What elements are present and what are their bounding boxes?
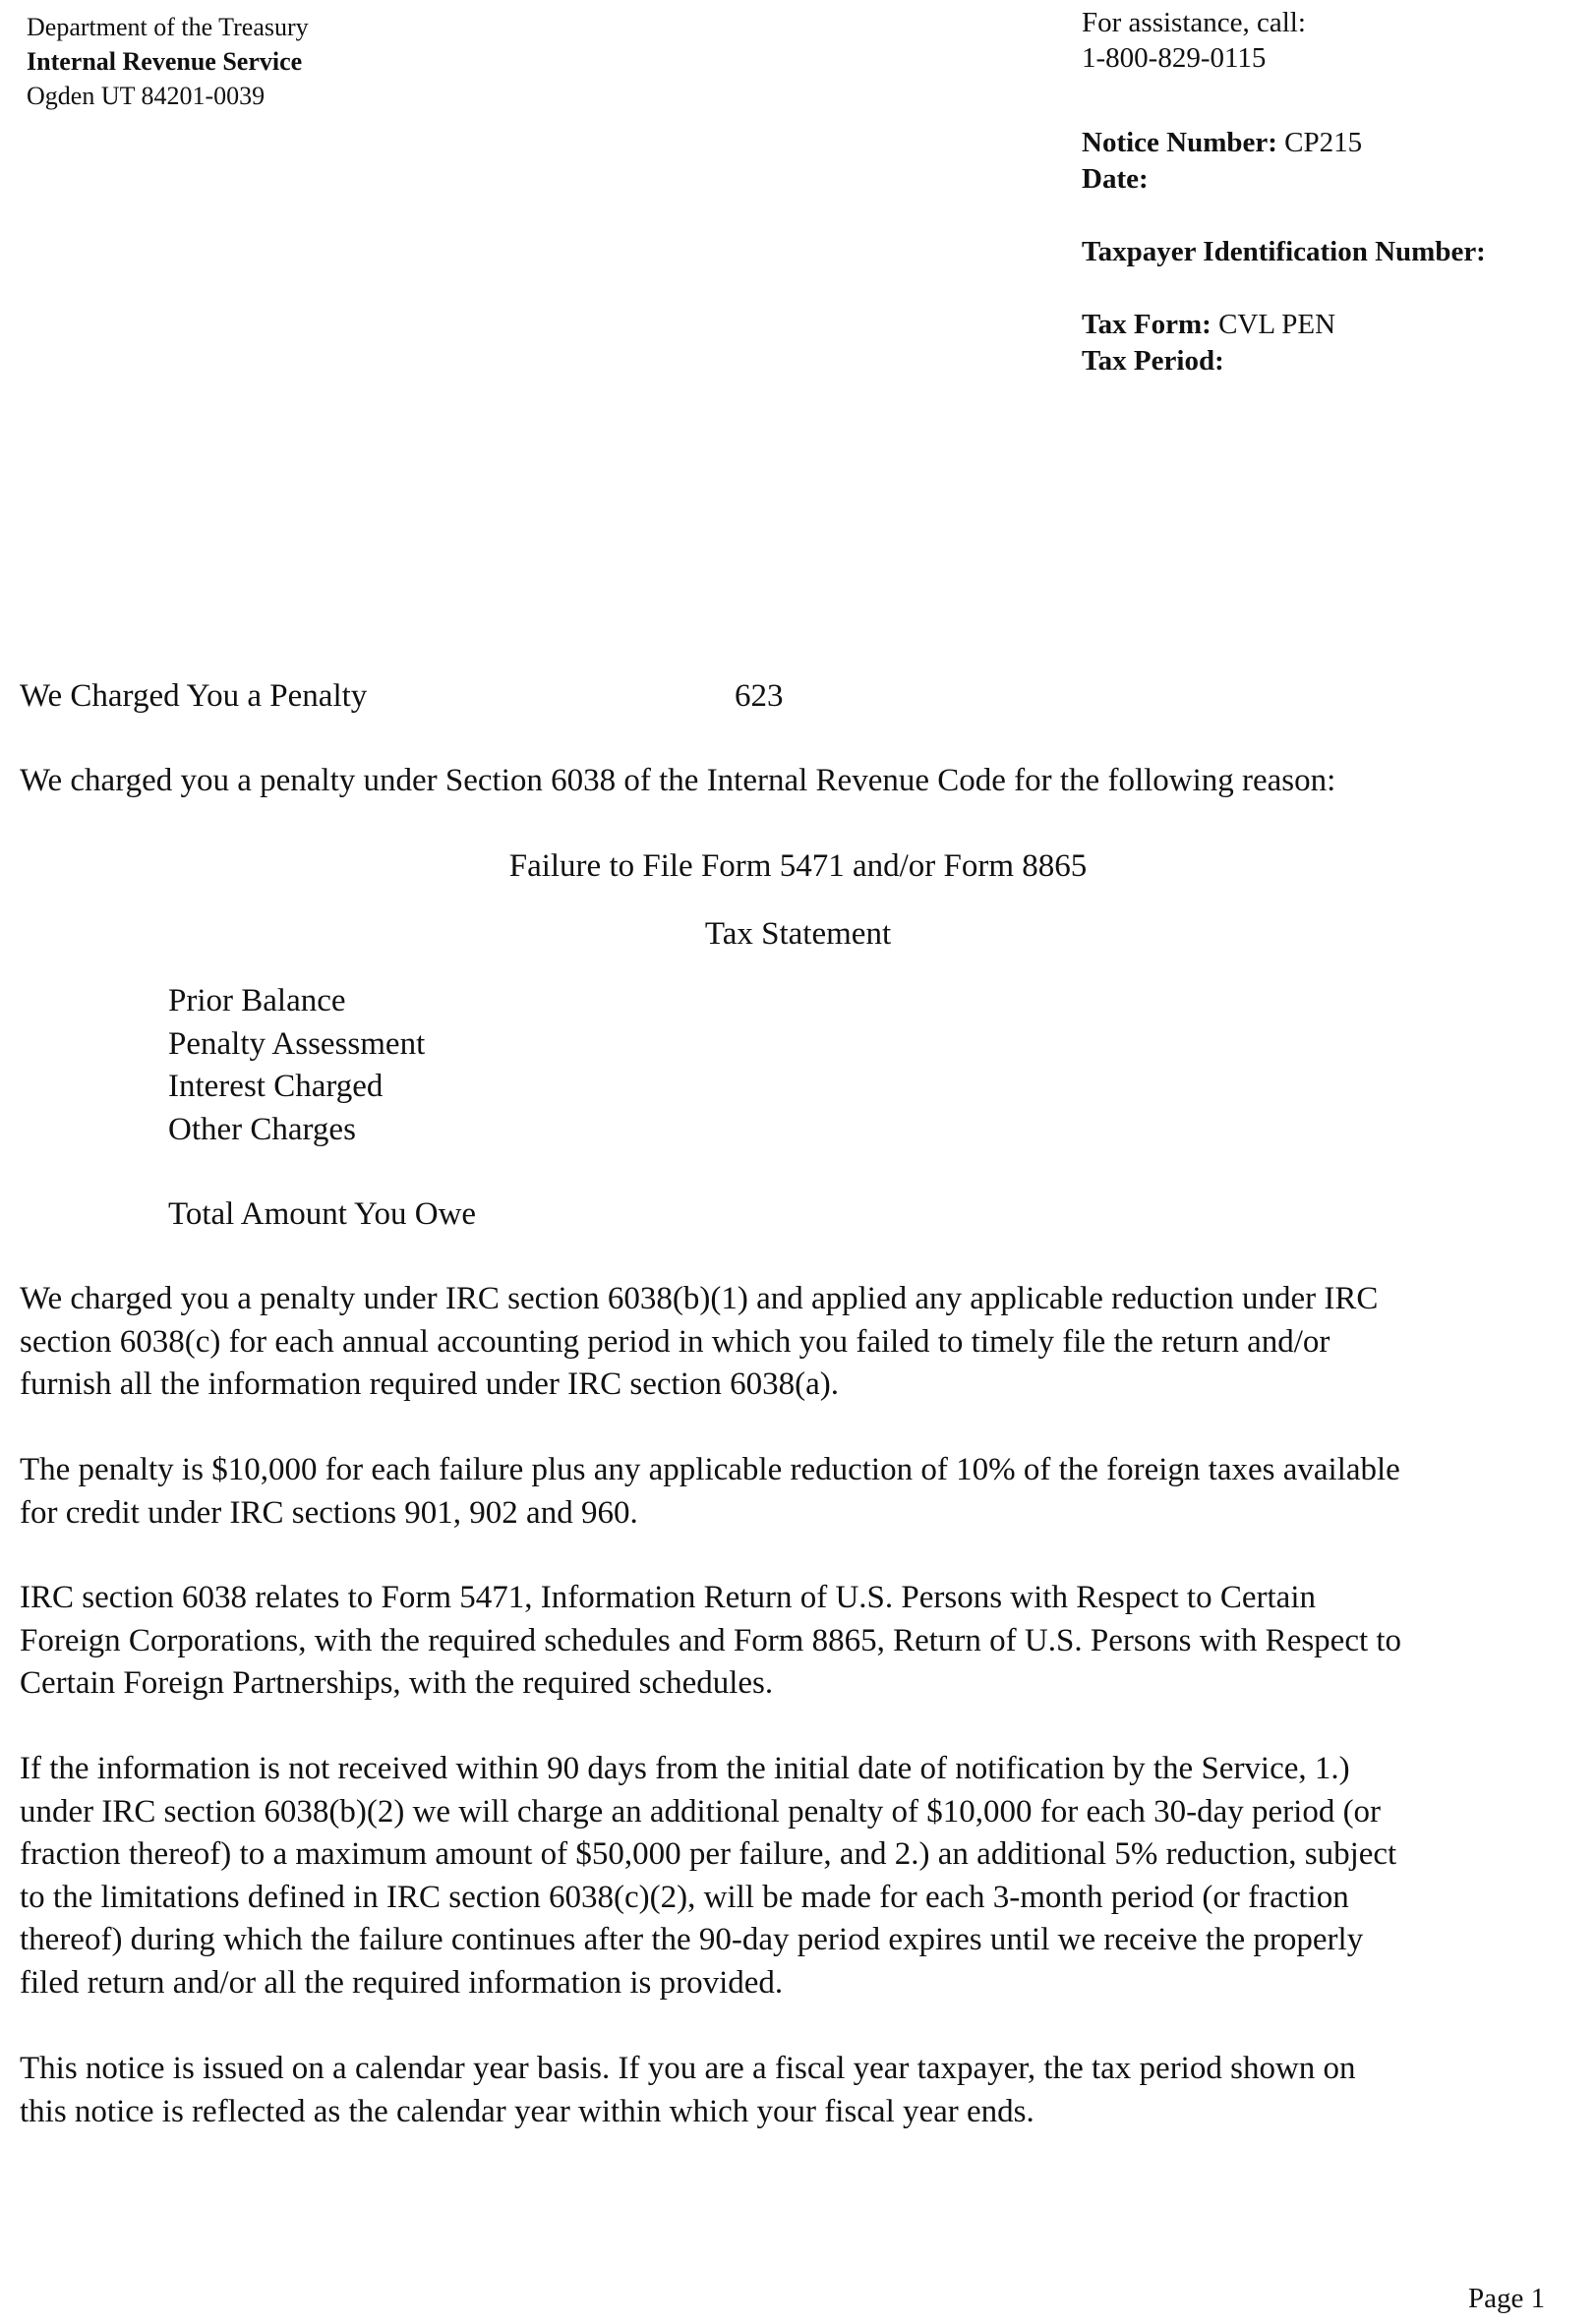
- tax-statement: [168, 980, 476, 1237]
- paragraph-line: IRC section 6038 relates to Form 5471, Information Return of U.S. Persons with Respect to Certain: [20, 1580, 1316, 1615]
- paragraph-line: filed return and/or all the required information is provided.: [20, 1964, 784, 2001]
- notice-title: We Charged You a Penalty: [20, 678, 368, 714]
- paragraph-line: section 6038(c) for each annual accounting period in which you failed to timely file the return and/or: [20, 1323, 1330, 1360]
- paragraph-line: for credit under IRC sections 901, 902 and 960.: [20, 1494, 638, 1531]
- paragraph-line: this notice is reflected as the calendar year within which your fiscal year ends.: [20, 2093, 1034, 2129]
- paragraph-line: This notice is issued on a calendar year basis. If you are a fiscal year taxpayer, the tax period shown on: [20, 2051, 1356, 2086]
- statement-title: Tax Statement: [704, 916, 892, 952]
- tax-form-label: Tax Form:: [1082, 309, 1212, 340]
- sender-department: Department of the Treasury: [27, 13, 309, 41]
- notice-number-row: [1082, 125, 1486, 161]
- paragraph-line: Certain Foreign Partnerships, with the required schedules.: [20, 1665, 774, 1701]
- paragraph-line: to the limitations defined in IRC section 6038(c)(2), will be made for each 3-month period (or fraction: [20, 1879, 1349, 1915]
- notice-code: 623: [735, 678, 784, 714]
- notice-number-label: Notice Number:: [1082, 127, 1277, 158]
- assistance-phone: 1-800-829-0115: [1082, 42, 1267, 74]
- notice-heading: [20, 675, 1003, 717]
- assistance-block: [1082, 5, 1306, 76]
- paragraph-line: furnish all the information required under IRC section 6038(a).: [20, 1366, 840, 1402]
- paragraph-line: Foreign Corporations, with the required schedules and Form 8865, Return of U.S. Persons with Respect to: [20, 1622, 1402, 1658]
- page-number: Page 1: [1468, 2283, 1546, 2314]
- notice-info-block: [1082, 125, 1486, 379]
- date-label: Date:: [1082, 163, 1149, 195]
- intro-paragraph: We charged you a penalty under Section 6038 of the Internal Revenue Code for the following reason:: [20, 763, 1336, 798]
- statement-prior-balance: Prior Balance: [168, 983, 346, 1018]
- tax-form-row: [1082, 307, 1486, 343]
- paragraph-line: fraction thereof) to a maximum amount of $50,000 per failure, and 2.) an additional 5% reduction, subject: [20, 1836, 1397, 1872]
- paragraph-penalty-basis: [20, 1278, 1583, 1407]
- tax-period-label: Tax Period:: [1082, 345, 1224, 377]
- statement-total: Total Amount You Owe: [168, 1196, 477, 1232]
- paragraph-forms: [20, 1577, 1583, 1706]
- tin-label: Taxpayer Identification Number:: [1082, 236, 1486, 267]
- tax-form-value: CVL PEN: [1218, 309, 1336, 340]
- sender-city: Ogden UT 84201-0039: [27, 82, 266, 110]
- assistance-label: For assistance, call:: [1082, 7, 1306, 38]
- sender-agency: Internal Revenue Service: [27, 47, 303, 76]
- paragraph-additional-penalty: [20, 1748, 1583, 2004]
- statement-penalty-assessment: Penalty Assessment: [168, 1025, 426, 1062]
- paragraph-penalty-amount: [20, 1449, 1583, 1535]
- paragraph-line: thereof) during which the failure continues after the 90-day period expires until we receive the properly: [20, 1922, 1364, 1957]
- statement-other-charges: Other Charges: [168, 1111, 356, 1147]
- notice-number-value: CP215: [1284, 127, 1363, 158]
- paragraph-calendar-year: [20, 2048, 1583, 2133]
- paragraph-line: The penalty is $10,000 for each failure plus any applicable reduction of 10% of the foreign taxes available: [20, 1452, 1400, 1487]
- sender-address: [27, 10, 309, 113]
- paragraph-line: under IRC section 6038(b)(2) we will charge an additional penalty of $10,000 for each 30-day period (or: [20, 1793, 1382, 1830]
- paragraph-line: If the information is not received within 90 days from the initial date of notification by the Service, 1.): [20, 1751, 1350, 1786]
- paragraph-line: We charged you a penalty under IRC section 6038(b)(1) and applied any applicable reduction under IRC: [20, 1281, 1379, 1316]
- penalty-reason: Failure to File Form 5471 and/or Form 8865: [508, 848, 1088, 884]
- statement-interest-charged: Interest Charged: [168, 1069, 384, 1104]
